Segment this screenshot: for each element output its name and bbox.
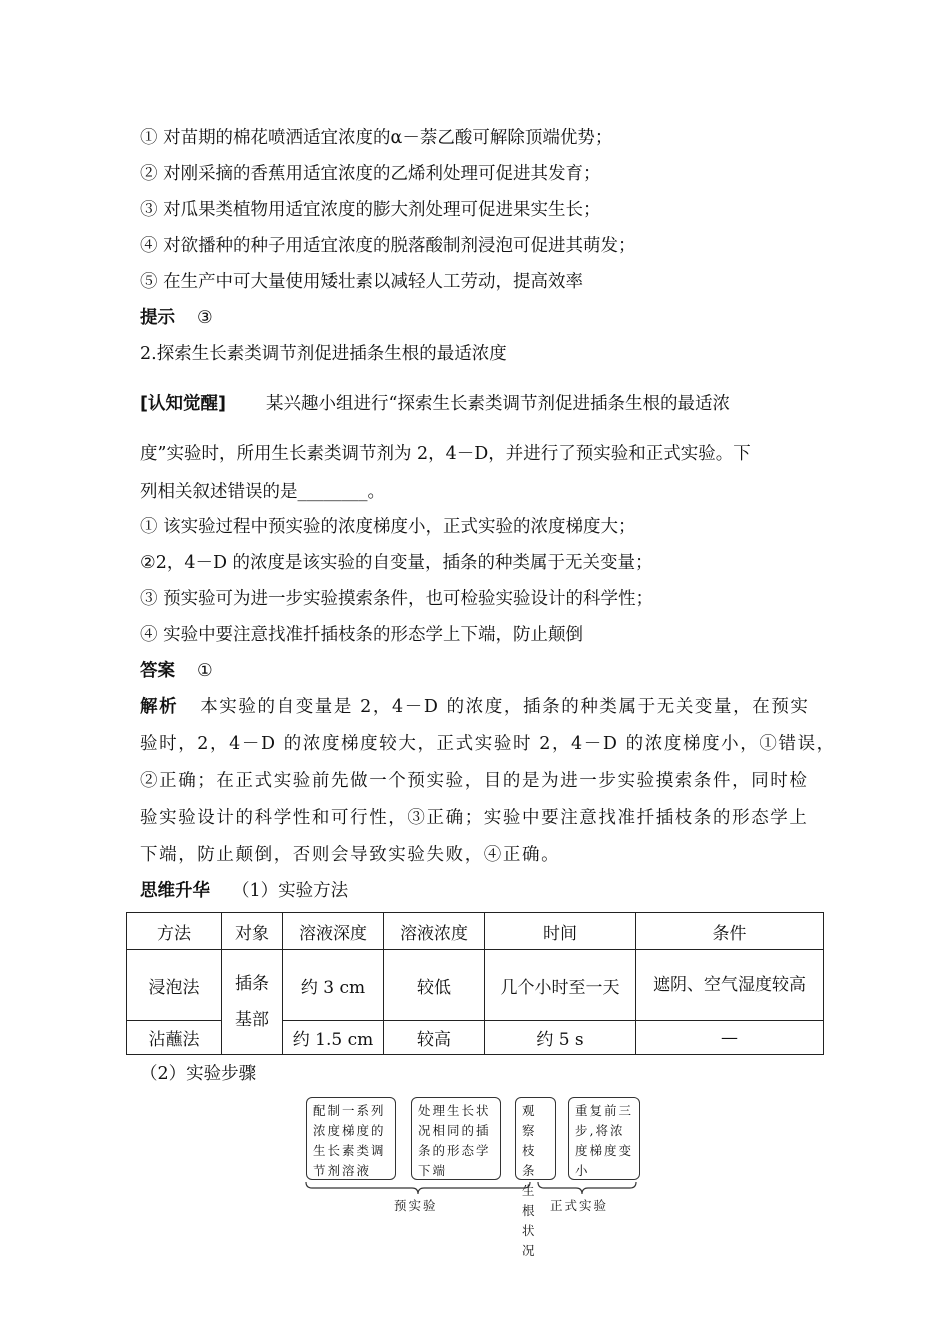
header-condition: 条件 — [636, 913, 824, 950]
question-line-2: 度”实验时，所用生长素类调节剂为 2，4－D，并进行了预实验和正式实验。下 — [140, 444, 751, 464]
cell-depth: 约 3 cm — [283, 950, 384, 1021]
hint-value: ③ — [197, 308, 213, 328]
analysis-line-2: 验时，2，4－D 的浓度梯度较大，正式实验时 2，4－D 的浓度梯度小，①错误， — [140, 734, 836, 754]
cell-concentration: 较低 — [384, 950, 485, 1021]
statement-2: ②2，4－D 的浓度是该实验的自变量，插条的种类属于无关变量； — [140, 553, 653, 573]
cell-concentration: 较高 — [384, 1021, 485, 1055]
analysis-line-5: 下端，防止颠倒，否则会导致实验失败，④正确。 — [140, 845, 561, 865]
header-concentration: 溶液浓度 — [384, 913, 485, 950]
flow-step-2: 处理生长状况相同的插条的形态学下端 — [411, 1097, 501, 1180]
header-method: 方法 — [127, 913, 222, 950]
header-time: 时间 — [485, 913, 636, 950]
thinking-line — [140, 879, 348, 903]
question-label: [认知觉醒] — [140, 394, 226, 414]
statement-1: ① 该实验过程中预实验的浓度梯度小，正式实验的浓度梯度大； — [140, 517, 636, 537]
option-3: ③ 对瓜果类植物用适宜浓度的膨大剂处理可促进果实生长； — [140, 200, 601, 220]
formal-experiment-label: 正式实验 — [550, 1198, 609, 1213]
cell-method: 沾蘸法 — [127, 1021, 222, 1055]
answer-line — [140, 659, 213, 683]
brace-formal-experiment — [538, 1182, 636, 1194]
header-object: 对象 — [222, 913, 283, 950]
cell-depth: 约 1.5 cm — [283, 1021, 384, 1055]
pre-experiment-label: 预实验 — [394, 1198, 438, 1213]
thinking-sub1: （1）实验方法 — [232, 881, 349, 901]
statement-3: ③ 预实验可为进一步实验摸索条件，也可检验实验设计的科学性； — [140, 589, 654, 609]
question-text-1: 某兴趣小组进行“探索生长素类调节剂促进插条生根的最适浓 — [266, 394, 730, 414]
table-header-row — [127, 913, 824, 950]
cell-object: 插条基部 — [222, 950, 283, 1055]
thinking-label: 思维升华 — [140, 881, 210, 901]
flow-step-3: 观察枝条生根状况 — [515, 1097, 556, 1180]
flow-step-1: 配制一系列浓度梯度的生长素类调节剂溶液 — [306, 1097, 396, 1180]
answer-label: 答案 — [140, 661, 175, 681]
option-2: ② 对刚采摘的香蕉用适宜浓度的乙烯利处理可促进其发育； — [140, 164, 601, 184]
hint-line — [140, 306, 213, 330]
cell-condition: 遮阴、空气湿度较高 — [636, 950, 824, 1021]
analysis-line-3: ②正确；在正式实验前先做一个预实验，目的是为进一步实验摸索条件，同时检 — [140, 771, 809, 791]
hint-label: 提示 — [140, 308, 175, 328]
header-depth: 溶液深度 — [283, 913, 384, 950]
cell-time: 几个小时至一天 — [485, 950, 636, 1021]
cell-time: 约 5 s — [485, 1021, 636, 1055]
analysis-label: 解析 — [140, 697, 179, 717]
question-line-1 — [140, 392, 730, 416]
statement-4: ④ 实验中要注意找准扦插枝条的形态学上下端，防止颠倒 — [140, 625, 584, 645]
analysis-line-4: 验实验设计的科学性和可行性，③正确；实验中要注意找准扦插枝条的形态学上 — [140, 808, 809, 828]
experiment-steps-title: （2）实验步骤 — [140, 1064, 257, 1084]
option-1: ① 对苗期的棉花喷洒适宜浓度的α－萘乙酸可解除顶端优势； — [140, 128, 613, 148]
cell-condition: — — [636, 1021, 824, 1055]
option-5: ⑤ 在生产中可大量使用矮壮素以减轻人工劳动，提高效率 — [140, 272, 584, 292]
methods-table — [126, 912, 824, 1055]
answer-value: ① — [197, 661, 213, 681]
question-line-3: 列相关叙述错误的是________。 — [140, 482, 385, 502]
table-row — [127, 950, 824, 1021]
brace-pre-experiment — [306, 1182, 530, 1194]
option-4: ④ 对欲播种的种子用适宜浓度的脱落酸制剂浸泡可促进其萌发； — [140, 236, 636, 256]
flow-step-4: 重复前三步,将浓度梯度变小 — [568, 1097, 640, 1180]
cell-method: 浸泡法 — [127, 950, 222, 1021]
analysis-text-1: 本实验的自变量是 2，4－D 的浓度，插条的种类属于无关变量，在预实 — [200, 697, 810, 717]
section-title: 2.探索生长素类调节剂促进插条生根的最适浓度 — [140, 344, 507, 364]
analysis-line-1 — [140, 695, 810, 719]
